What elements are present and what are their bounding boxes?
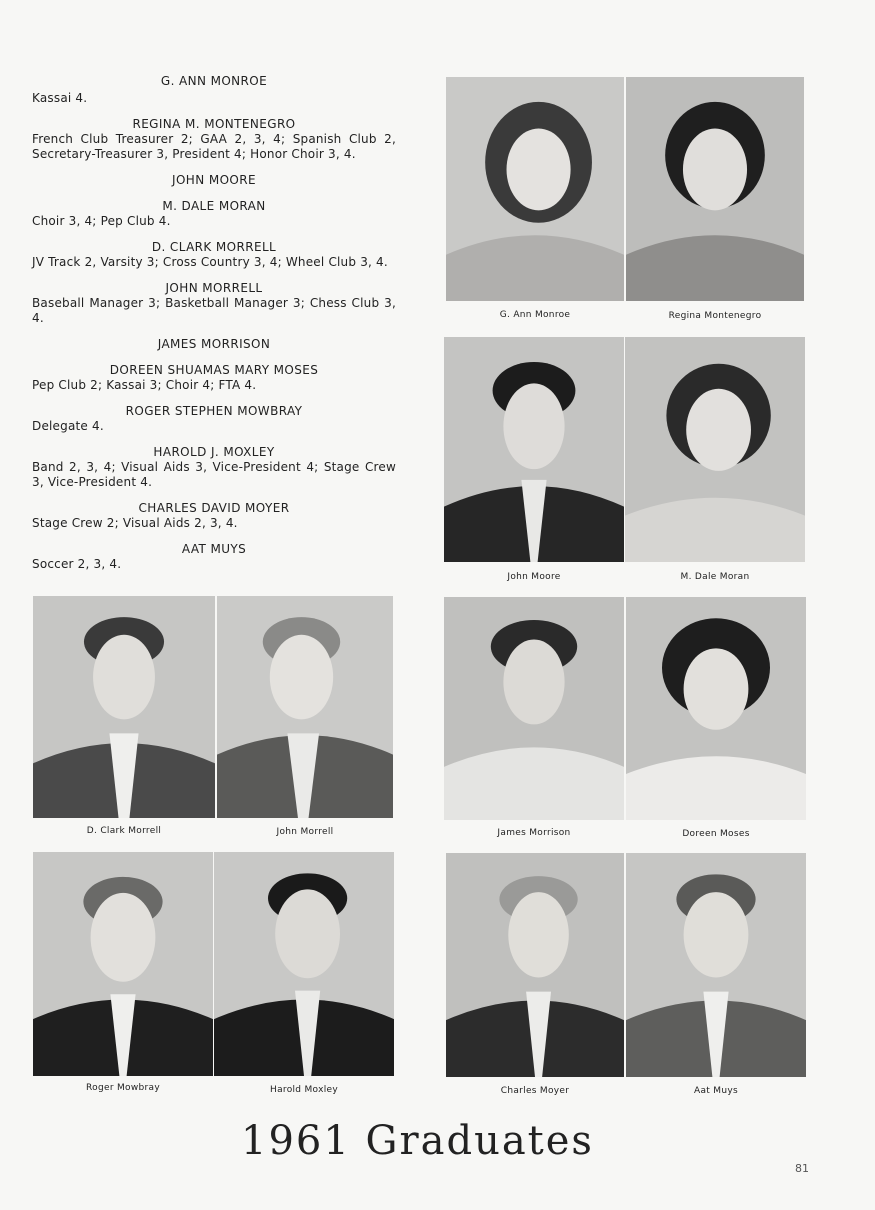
portrait-caption: Harold Moxley: [270, 1085, 338, 1095]
portrait-photo: [625, 337, 805, 562]
bio-name: D. CLARK MORRELL: [151, 240, 277, 254]
portrait-photo: [446, 853, 624, 1077]
bio-entry: [32, 337, 396, 352]
bio-text: Pep Club 2; Kassai 3; Choir 4; FTA 4.: [32, 378, 257, 392]
bio-name: DOREEN SHUAMAS MARY MOSES: [109, 363, 319, 377]
bio-entry: [32, 445, 396, 490]
portrait-photo: [626, 77, 804, 301]
portrait-silhouette: [626, 853, 806, 1077]
bio-text: Soccer 2, 3, 4.: [32, 557, 122, 571]
bio-name: ROGER STEPHEN MOWBRAY: [125, 404, 303, 418]
portrait-caption: Aat Muys: [694, 1086, 738, 1096]
portrait-photo: [33, 596, 215, 818]
bio-text: JV Track 2, Varsity 3; Cross Country 3, 4; Wheel Club 3, 4.: [32, 255, 388, 269]
bio-entry: [32, 501, 396, 531]
bio-text: Band 2, 3, 4; Visual Aids 3, Vice-President 4; Stage Crew 3, Vice-President 4.: [32, 460, 396, 489]
bio-name: JOHN MOORE: [172, 173, 256, 187]
portrait-caption: Charles Moyer: [500, 1086, 570, 1096]
portrait-photo: [217, 596, 393, 818]
portrait-silhouette: [446, 77, 624, 301]
portrait-caption: John Morrell: [276, 827, 334, 837]
bio-name: AAT MUYS: [181, 542, 247, 556]
portrait-silhouette: [33, 852, 213, 1076]
bio-entry: [32, 363, 396, 393]
bio-entry: [32, 404, 396, 434]
bio-entry: [32, 199, 396, 229]
portrait-caption: James Morrison: [497, 828, 571, 838]
bio-entry: [32, 240, 396, 270]
bio-name: REGINA M. MONTENEGRO: [132, 117, 296, 131]
portrait-caption: Roger Mowbray: [86, 1083, 160, 1093]
bio-entry: [32, 117, 396, 162]
portrait-silhouette: [444, 337, 624, 562]
bio-text: Kassai 4.: [32, 91, 88, 105]
portrait-photo: [214, 852, 394, 1076]
portrait-silhouette: [33, 596, 215, 818]
portrait-silhouette: [444, 597, 624, 820]
bio-name: HAROLD J. MOXLEY: [153, 445, 275, 459]
portrait-photo: [444, 597, 624, 820]
portrait-silhouette: [626, 597, 806, 820]
portrait-caption: Doreen Moses: [682, 829, 750, 839]
bio-entry: [32, 281, 396, 326]
bio-column: [32, 74, 396, 572]
page-number: 81: [795, 1162, 809, 1175]
bio-name: G. ANN MONROE: [160, 74, 268, 88]
portrait-caption: Regina Montenegro: [668, 311, 762, 321]
bio-text: Choir 3, 4; Pep Club 4.: [32, 214, 171, 228]
portrait-photo: [33, 852, 213, 1076]
portrait-photo: [626, 853, 806, 1077]
portrait-photo: [626, 597, 806, 820]
bio-name: M. DALE MORAN: [162, 199, 266, 213]
bio-name: CHARLES DAVID MOYER: [138, 501, 290, 515]
portrait-silhouette: [626, 77, 804, 301]
portrait-photo: [446, 77, 624, 301]
page-title: 1961 Graduates: [241, 1118, 594, 1164]
portrait-caption: John Moore: [507, 572, 561, 582]
bio-text: Baseball Manager 3; Basketball Manager 3; Chess Club 3, 4.: [32, 296, 396, 325]
portrait-silhouette: [625, 337, 805, 562]
portrait-photo: [444, 337, 624, 562]
portrait-caption: D. Clark Morrell: [86, 826, 162, 836]
portrait-silhouette: [217, 596, 393, 818]
bio-text: Delegate 4.: [32, 419, 104, 433]
bio-entry: [32, 542, 396, 572]
bio-text: Stage Crew 2; Visual Aids 2, 3, 4.: [32, 516, 238, 530]
portrait-silhouette: [214, 852, 394, 1076]
portrait-caption: G. Ann Monroe: [499, 310, 571, 320]
bio-entry: [32, 74, 396, 106]
bio-name: JOHN MORRELL: [165, 281, 263, 295]
bio-name: JAMES MORRISON: [157, 337, 271, 351]
bio-text: French Club Treasurer 2; GAA 2, 3, 4; Spanish Club 2, Secretary-Treasurer 3, President 4; Honor Choir 3, 4.: [32, 132, 396, 161]
bio-entry: [32, 173, 396, 188]
portrait-caption: M. Dale Moran: [680, 572, 750, 582]
portrait-silhouette: [446, 853, 624, 1077]
